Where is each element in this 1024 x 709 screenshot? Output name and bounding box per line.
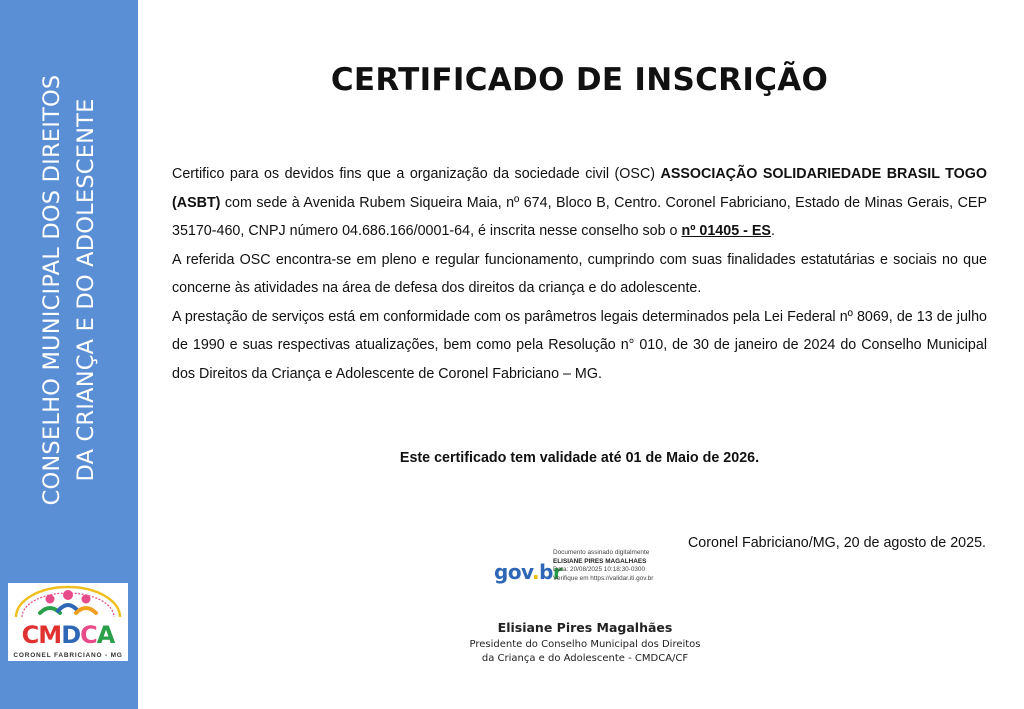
signer-name: Elisiane Pires Magalhães — [497, 620, 673, 635]
cmdca-logo — [8, 583, 128, 661]
cmdca-logo-graphic — [8, 583, 128, 653]
paragraph1-mid: com sede à Avenida Rubem Siqueira Maia, nº 674, Bloco B, Centro. Coronel Fabriciano, Estado de Minas Gerais, CEP 35170-460, CNPJ número 04.686.166/0001-64, é inscrita nesse conselho sob o — [172, 194, 987, 239]
organization-name: ASSOCIAÇÃO SOLIDARIEDADE BRASIL TOGO (ASBT) — [172, 166, 987, 211]
paragraph1-post: . — [770, 223, 775, 239]
signer-role — [350, 638, 820, 665]
govbr-logo-gov: gov — [494, 560, 532, 584]
sidebar-title — [35, 40, 103, 540]
paragraph-certification — [172, 160, 987, 246]
govbr-logo-dot: . — [531, 560, 540, 584]
certificate-title: CERTIFICADO DE INSCRIÇÃO — [330, 62, 829, 98]
sidebar-title-line2: DA CRIANÇA E DO ADOLESCENTE — [73, 98, 99, 482]
sidebar-banner — [0, 0, 138, 709]
certificate-body — [172, 160, 987, 388]
govbr-logo-b: b — [539, 560, 553, 584]
place-date: Coronel Fabriciano/MG, 20 de agosto de 2025. — [687, 535, 986, 551]
paragraph-compliance: A prestação de serviços está em conformidade com os parâmetros legais determinados pela Lei Federal nº 8069, de 13 de julho de 1990 e suas respectivas atualizações, bem como pela Resolução n° 010, de 30 de janeiro de 2024 do Conselho Municipal dos Direitos da Criança e Adolescente de Coronel Fabriciano – MG. — [172, 308, 987, 382]
logo-city-label: CORONEL FABRICIANO - MG — [13, 652, 123, 659]
digital-signature-info — [553, 549, 653, 583]
signature-date: Data: 20/08/2025 10:18:30-0300 — [553, 566, 646, 574]
svg-text:CMDCA: CMDCA — [21, 621, 115, 649]
signature-signer: ELISIANE PIRES MAGALHAES — [553, 557, 647, 565]
signature-caption: Documento assinado digitalmente — [553, 549, 650, 556]
signature-verify-link[interactable]: Verifique em https://validar.iti.gov.br — [553, 574, 654, 582]
signer-role-line1: Presidente do Conselho Municipal dos Direitos — [469, 639, 701, 650]
validity-statement: Este certificado tem validade até 01 de Maio de 2026. — [399, 450, 760, 466]
paragraph-functioning: A referida OSC encontra-se em pleno e regular funcionamento, cumprindo com suas finalidades estatutárias e sociais no que concerne às atividades na área de defesa dos direitos da criança e do adolescente. — [172, 251, 987, 296]
sidebar-title-line1: CONSELHO MUNICIPAL DOS DIREITOS — [39, 74, 65, 506]
paragraph1-pre: Certifico para os devidos fins que a organização da sociedade civil (OSC) — [172, 166, 661, 182]
signer-role-line2: da Criança e do Adolescente - CMDCA/CF — [481, 652, 689, 664]
registration-number: nº 01405 - ES — [681, 223, 771, 239]
govbr-logo-r: r — [552, 560, 563, 584]
